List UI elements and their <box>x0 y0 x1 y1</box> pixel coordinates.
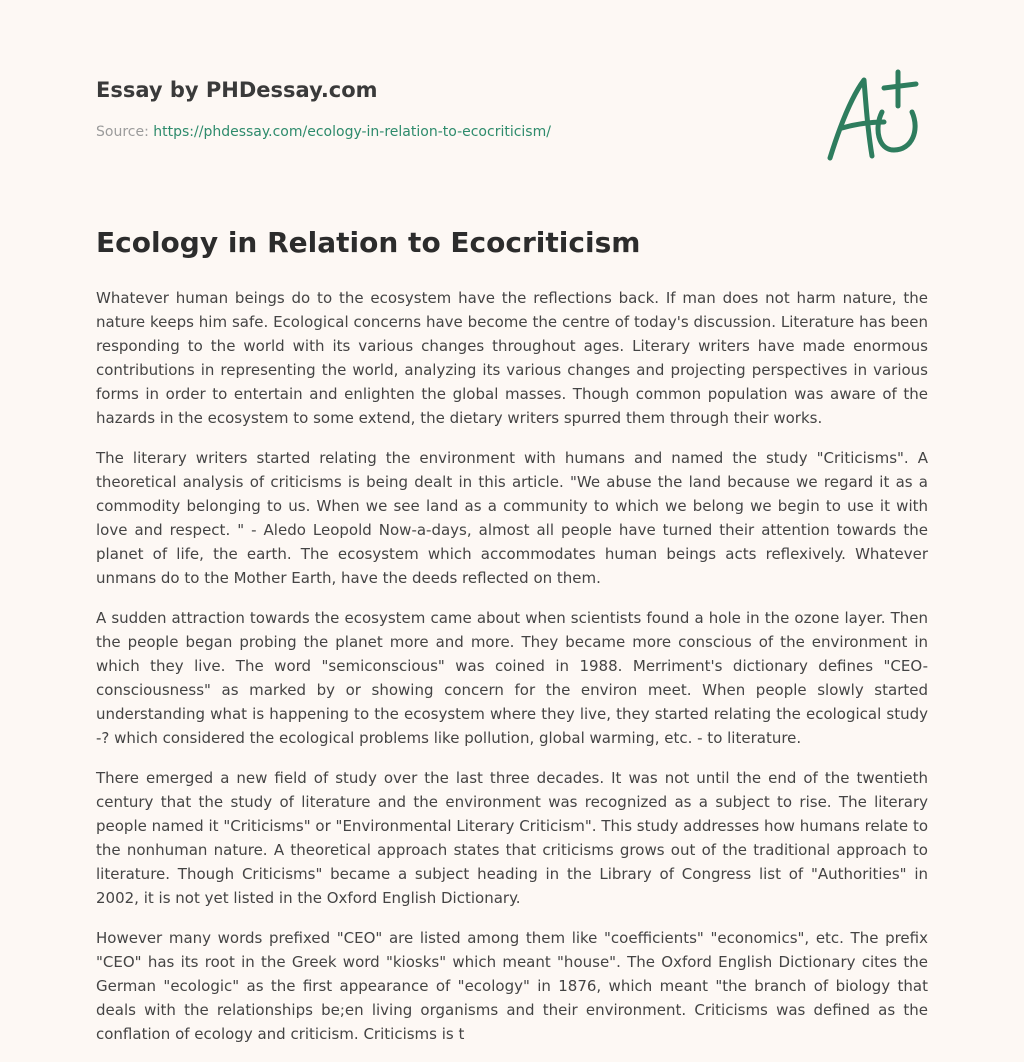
essay-body <box>96 286 928 1062</box>
essay-title: Ecology in Relation to Ecocriticism <box>96 226 641 259</box>
brand-title: Essay by PHDessay.com <box>96 78 378 102</box>
source-line <box>96 124 551 140</box>
source-link[interactable]: https://phdessay.com/ecology-in-relation-to-ecocriticism/ <box>153 124 551 140</box>
essay-paragraph: The literary writers started relating the environment with humans and named the study "Criticisms". A theoretical analysis of criticisms is being dealt in this article. "We abuse the land because we regard it as a commodity belonging to us. When we see land as a community to which we belong we begin to use it with love and respect. " - Aledo Leopold Now-a-days, almost all people have turned their attention towards the planet of life, the earth. The ecosystem which accommodates human beings acts reflexively. Whatever unmans do to the Mother Earth, have the deeds reflected on them. <box>96 449 928 587</box>
essay-paragraph: However many words prefixed "CEO" are listed among them like "coefficients" "economics", etc. The prefix "CEO" has its root in the Greek word "kiosks" which meant "house". The Oxford English Dictionary cites the German "ecologic" as the first appearance of "ecology" in 1876, which meant "the branch of biology that deals with the relationships be;en living organisms and their environment. Criticisms was defined as the conflation of ecology and criticism. Criticisms is t <box>96 929 928 1043</box>
essay-paragraph: There emerged a new field of study over the last three decades. It was not until the end of the twentieth century that the study of literature and the environment was recognized as a subject to rise. The literary people named it "Criticisms" or "Environmental Literary Criticism". This study addresses how humans relate to the nonhuman nature. A theoretical approach states that criticisms grows out of the traditional approach to literature. Though Criticisms" became a subject heading in the Library of Congress list of "Authorities" in 2002, it is not yet listed in the Oxford English Dictionary. <box>96 769 928 907</box>
essay-paragraph: Whatever human beings do to the ecosystem have the reflections back. If man does not harm nature, the nature keeps him safe. Ecological concerns have become the centre of today's discussion. Literature has been responding to the world with its various changes throughout ages. Literary writers have made enormous contributions in representing the world, analyzing its various changes and projecting perspectives in various forms in order to entertain and enlighten the global masses. Though common population was aware of the hazards in the ecosystem to some extend, the dietary writers spurred them through their works. <box>96 289 928 427</box>
a-plus-logo-icon <box>820 66 930 166</box>
source-label: Source: <box>96 124 154 140</box>
essay-paragraph: A sudden attraction towards the ecosystem came about when scientists found a hole in the ozone layer. Then the people began probing the planet more and more. They became more conscious of the environment in which they live. The word "semiconscious" was coined in 1988. Merriment's dictionary defines "CEO-consciousness" as marked by or showing concern for the environ meet. When people slowly started understanding what is happening to the ecosystem where they live, they started relating the ecological study -? which considered the ecological problems like pollution, global warming, etc. - to literature. <box>96 609 928 747</box>
header <box>96 78 928 102</box>
